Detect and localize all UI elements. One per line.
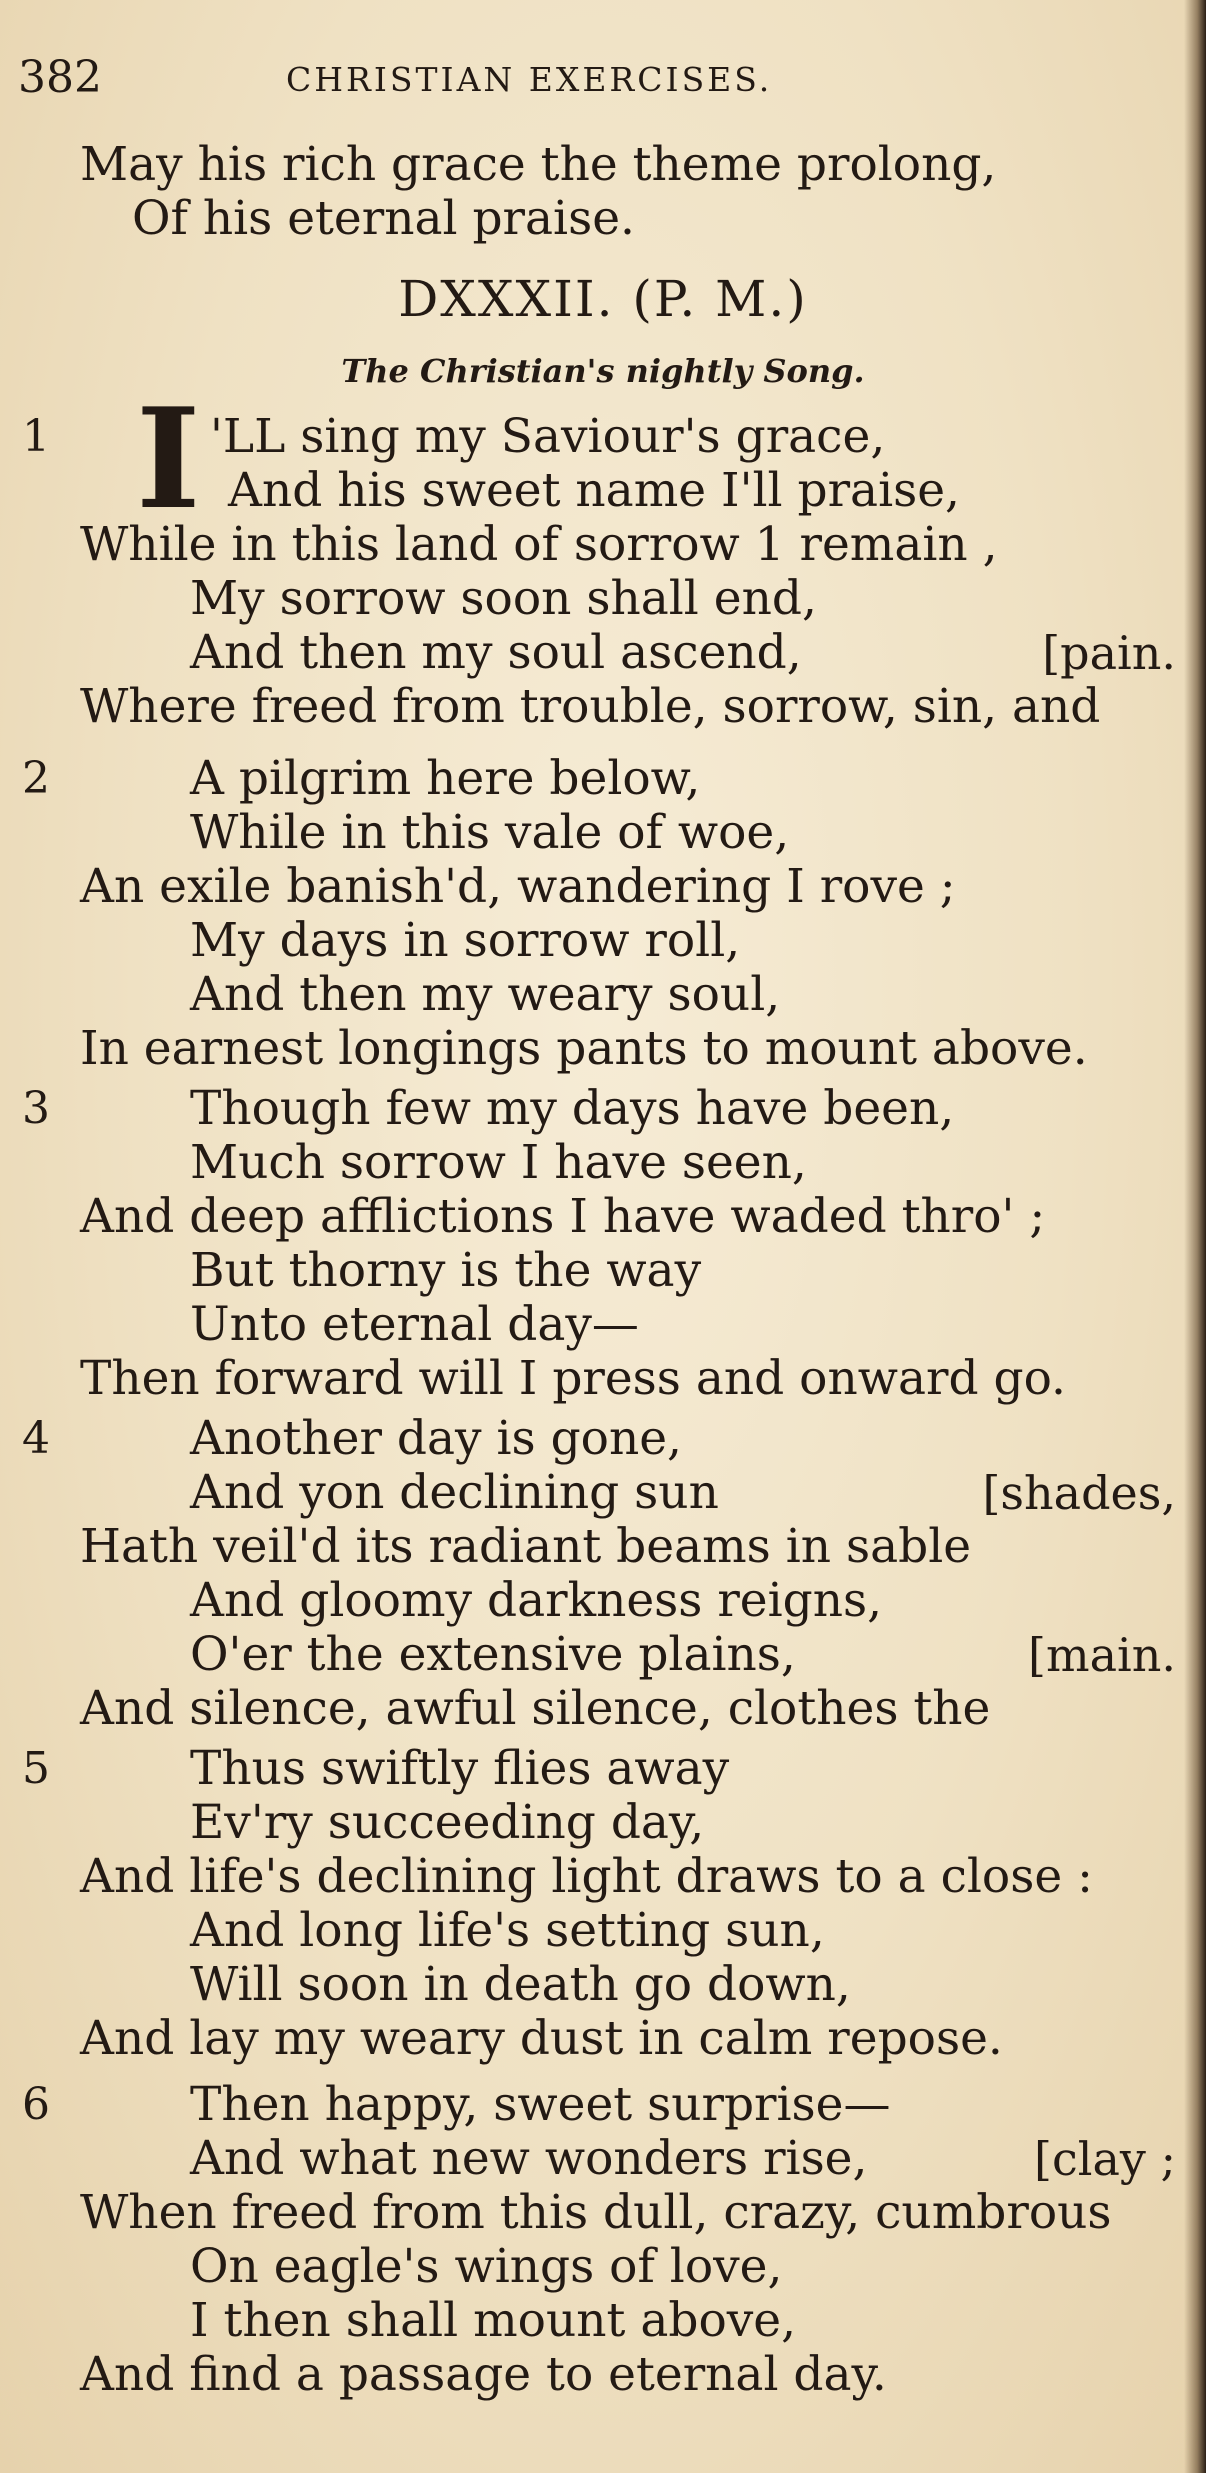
verse-line: O'er the extensive plains,: [190, 1627, 796, 1682]
verse-line: Where freed from trouble, sorrow, sin, and: [80, 679, 1101, 734]
verse-line: I then shall mount above,: [190, 2293, 797, 2348]
verse-line: Much sorrow I have seen,: [190, 1135, 807, 1190]
verse-line: 'LL sing my Saviour's grace,: [210, 409, 886, 464]
verse-line: Then forward will I press and onward go.: [80, 1351, 1066, 1406]
page-number: 382: [18, 52, 102, 103]
verse-number: 4: [22, 1413, 50, 1464]
carryover-line: May his rich grace the theme prolong,: [80, 137, 997, 192]
verse-line: While in this land of sorrow 1 remain ,: [80, 517, 998, 572]
verse-line: Ev'ry succeeding day,: [190, 1795, 705, 1850]
verse-line: A pilgrim here below,: [190, 751, 701, 806]
verse-line: And deep afflictions I have waded thro' ;: [80, 1189, 1046, 1244]
verse-line: And yon declining sun: [190, 1465, 719, 1520]
carryover-line: Of his eternal praise.: [132, 191, 635, 246]
verse-line: While in this vale of woe,: [190, 805, 790, 860]
verse-line: And silence, awful silence, clothes the: [80, 1681, 991, 1736]
verse-number: 5: [22, 1743, 50, 1794]
verse-line: Unto eternal day—: [190, 1297, 639, 1352]
verse-line: And then my soul ascend,: [190, 625, 802, 680]
verse-number: 3: [22, 1083, 50, 1134]
verse-line: And his sweet name I'll praise,: [228, 463, 960, 518]
verse-line: An exile banish'd, wandering I rove ;: [80, 859, 956, 914]
verse-line: And find a passage to eternal day.: [80, 2347, 887, 2402]
page-header: [18, 52, 1178, 112]
verse-line: Though few my days have been,: [190, 1081, 955, 1136]
verse-line: And then my weary soul,: [190, 967, 781, 1022]
verse-line: And gloomy darkness reigns,: [190, 1573, 883, 1628]
turnover-bracket: [clay ;: [1034, 2132, 1176, 2186]
verse-line: Then happy, sweet surprise—: [190, 2077, 891, 2132]
verse-line: My days in sorrow roll,: [190, 913, 741, 968]
verse-line: And what new wonders rise,: [190, 2131, 868, 2186]
drop-cap: I: [136, 377, 201, 540]
verse-line: But thorny is the way: [190, 1243, 702, 1298]
turnover-bracket: [main.: [1028, 1628, 1176, 1682]
hymn-title: DXXXII. (P. M.): [398, 270, 808, 328]
hymn-subtitle: The Christian's nightly Song.: [341, 352, 865, 390]
verse-line: And lay my weary dust in calm repose.: [80, 2011, 1003, 2066]
verse-number: 6: [22, 2079, 50, 2130]
running-title: CHRISTIAN EXERCISES.: [286, 60, 773, 99]
verse-number: 2: [22, 753, 50, 804]
verse-line: Will soon in death go down,: [190, 1957, 851, 2012]
verse-number: 1: [22, 411, 50, 462]
verse-line: In earnest longings pants to mount above.: [80, 1021, 1088, 1076]
verse-line: Hath veil'd its radiant beams in sable: [80, 1519, 972, 1574]
carryover-verse: [80, 138, 996, 246]
verse-line: My sorrow soon shall end,: [190, 571, 817, 626]
verse-line: And life's declining light draws to a close :: [80, 1849, 1093, 1904]
verse-line: And long life's setting sun,: [190, 1903, 825, 1958]
verse-line: On eagle's wings of love,: [190, 2239, 783, 2294]
verse-line: Thus swiftly flies away: [190, 1741, 730, 1796]
turnover-bracket: [shades,: [982, 1466, 1176, 1520]
verse-line: Another day is gone,: [190, 1411, 682, 1466]
verse-line: When freed from this dull, crazy, cumbrous: [80, 2185, 1112, 2240]
turnover-bracket: [pain.: [1042, 626, 1176, 680]
